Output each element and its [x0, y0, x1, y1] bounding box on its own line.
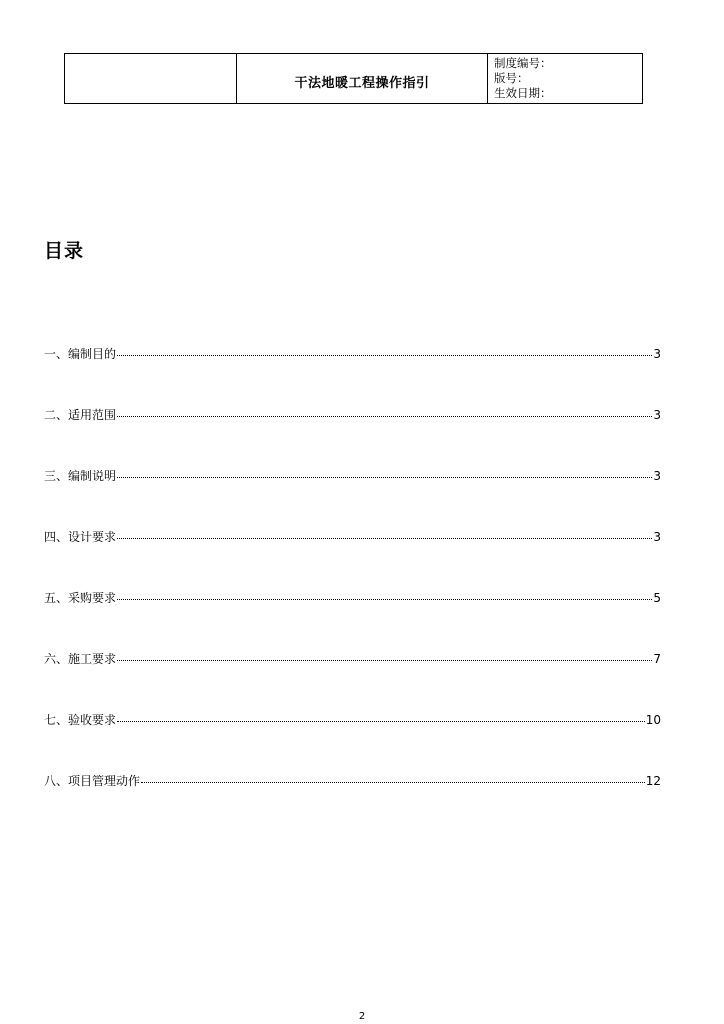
effective-date-label: 生效日期： [494, 86, 552, 100]
toc-dot-leader [117, 416, 652, 417]
toc-dot-leader [117, 721, 645, 722]
toc-entry-page: 10 [645, 713, 661, 727]
toc-entry-label: 四、设计要求 [44, 530, 117, 544]
toc-entry-8[interactable] [44, 773, 661, 834]
toc-dot-leader [117, 477, 652, 478]
document-header-table [64, 53, 643, 104]
toc-dot-leader [141, 782, 645, 783]
toc-dot-leader [117, 599, 652, 600]
toc-entry-label: 六、施工要求 [44, 652, 117, 666]
toc-entry-3[interactable] [44, 468, 661, 529]
version-label: 版号： [494, 71, 529, 85]
toc-entry-page: 3 [653, 408, 661, 422]
toc-entry-page: 3 [653, 530, 661, 544]
toc-dot-leader [117, 355, 652, 356]
toc-entry-page: 5 [653, 591, 661, 605]
toc-entry-label: 七、验收要求 [44, 713, 117, 727]
header-logo-cell [65, 54, 237, 104]
toc-entry-6[interactable] [44, 651, 661, 712]
toc-entry-2[interactable] [44, 407, 661, 468]
doc-number-label: 制度编号： [494, 56, 552, 70]
toc-dot-leader [117, 538, 652, 539]
toc-entry-1[interactable] [44, 346, 661, 407]
toc-entry-label: 三、编制说明 [44, 469, 117, 483]
toc-entry-4[interactable] [44, 529, 661, 590]
document-title: 干法地暖工程操作指引 [294, 76, 430, 91]
toc-entry-5[interactable] [44, 590, 661, 651]
toc-dot-leader [117, 660, 652, 661]
header-meta-cell [488, 54, 643, 104]
toc-entry-page: 12 [645, 774, 661, 788]
toc-entry-label: 八、项目管理动作 [44, 774, 141, 788]
toc-list [44, 346, 661, 834]
toc-entry-page: 3 [653, 347, 661, 361]
toc-heading: 目录 [44, 240, 85, 262]
toc-entry-label: 一、编制目的 [44, 347, 117, 361]
toc-entry-label: 二、适用范围 [44, 408, 117, 422]
toc-entry-page: 7 [653, 652, 661, 666]
footer-page-number: 2 [358, 1011, 366, 1022]
toc-entry-7[interactable] [44, 712, 661, 773]
toc-entry-page: 3 [653, 469, 661, 483]
header-title-cell [237, 54, 488, 104]
toc-entry-label: 五、采购要求 [44, 591, 117, 605]
